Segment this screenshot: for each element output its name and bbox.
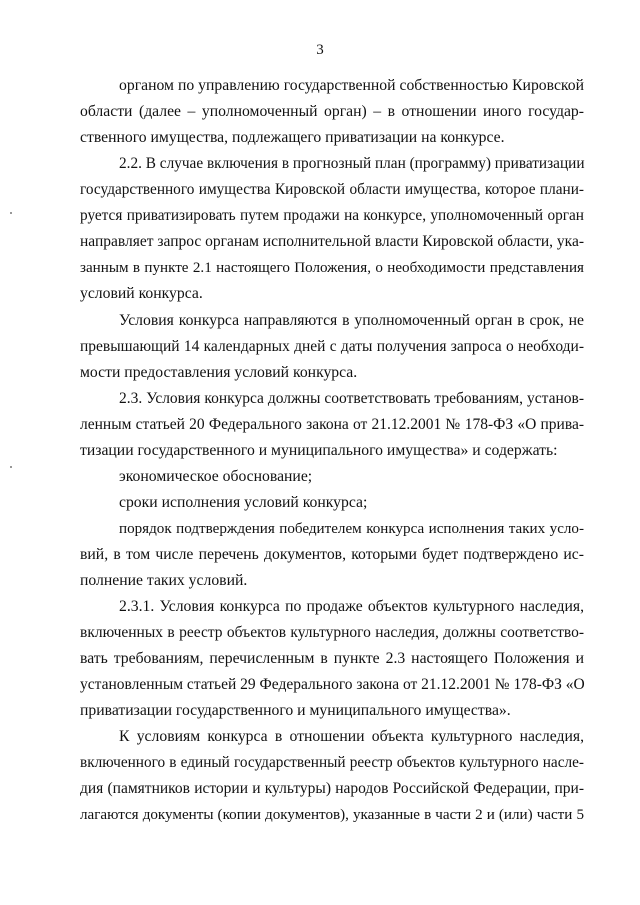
text-line: тизации государственного и муниципального имущества» и содержать:: [80, 442, 558, 459]
text-line: полнение таких условий.: [80, 572, 248, 589]
text-line: 2.3.1. Условия конкурса по продаже объектов культурного наследия,: [119, 598, 584, 615]
text-line: 2.3. Условия конкурса должны соответствовать требованиям, установ-: [119, 390, 584, 407]
text-line: ленным статьей 20 Федерального закона от 21.12.2001 № 178-ФЗ «О прива-: [80, 416, 584, 433]
text-line: приватизации государственного и муниципального имущества».: [80, 702, 511, 719]
text-line: органом по управлению государственной собственностью Кировской: [119, 77, 584, 94]
text-line: включенных в реестр объектов культурного наследия, должны соответство-: [80, 624, 584, 641]
text-line: вать требованиям, перечисленным в пункте 2.3 настоящего Положения и: [80, 650, 584, 667]
text-line: включенного в единый государственный реестр объектов культурного насле-: [80, 754, 584, 771]
text-line: К условиям конкурса в отношении объекта культурного наследия,: [119, 728, 584, 745]
text-line: мости предоставления условий конкурса.: [80, 364, 358, 381]
text-line: вий, в том числе перечень документов, которыми будет подтверждено ис-: [80, 546, 584, 563]
text-line: сроки исполнения условий конкурса;: [119, 494, 368, 511]
scan-speck: [10, 212, 12, 214]
text-line: условий конкурса.: [80, 285, 203, 302]
text-line: превышающий 14 календарных дней с даты получения запроса о необходи-: [80, 338, 584, 355]
text-line: порядок подтверждения победителем конкурса исполнения таких усло-: [119, 521, 584, 537]
text-line: занным в пункте 2.1 настоящего Положения, о необходимости представления: [80, 260, 584, 276]
text-line: дия (памятников истории и культуры) народов Российской Федерации, при-: [80, 780, 584, 797]
text-line: 2.2. В случае включения в прогнозный план (программу) приватизации: [119, 155, 585, 172]
text-line: экономическое обоснование;: [119, 468, 313, 485]
scan-speck: [10, 466, 12, 468]
text-line: направляет запрос органам исполнительной власти Кировской области, ука-: [80, 233, 584, 250]
text-line: области (далее – уполномоченный орган) – в отношении иного государ-: [80, 103, 584, 120]
text-line: ственного имущества, подлежащего приватизации на конкурсе.: [80, 129, 505, 146]
text-line: руется приватизировать путем продажи на конкурсе, уполномоченный орган: [80, 207, 584, 224]
text-line: государственного имущества Кировской области имущества, которое плани-: [80, 181, 584, 198]
text-line: Условия конкурса направляются в уполномоченный орган в срок, не: [119, 312, 584, 329]
page-number: 3: [316, 42, 324, 58]
text-line: установленным статьей 29 Федерального закона от 21.12.2001 № 178-ФЗ «О: [80, 676, 585, 693]
text-line: лагаются документы (копии документов), указанные в части 2 и (или) части 5: [80, 807, 584, 823]
